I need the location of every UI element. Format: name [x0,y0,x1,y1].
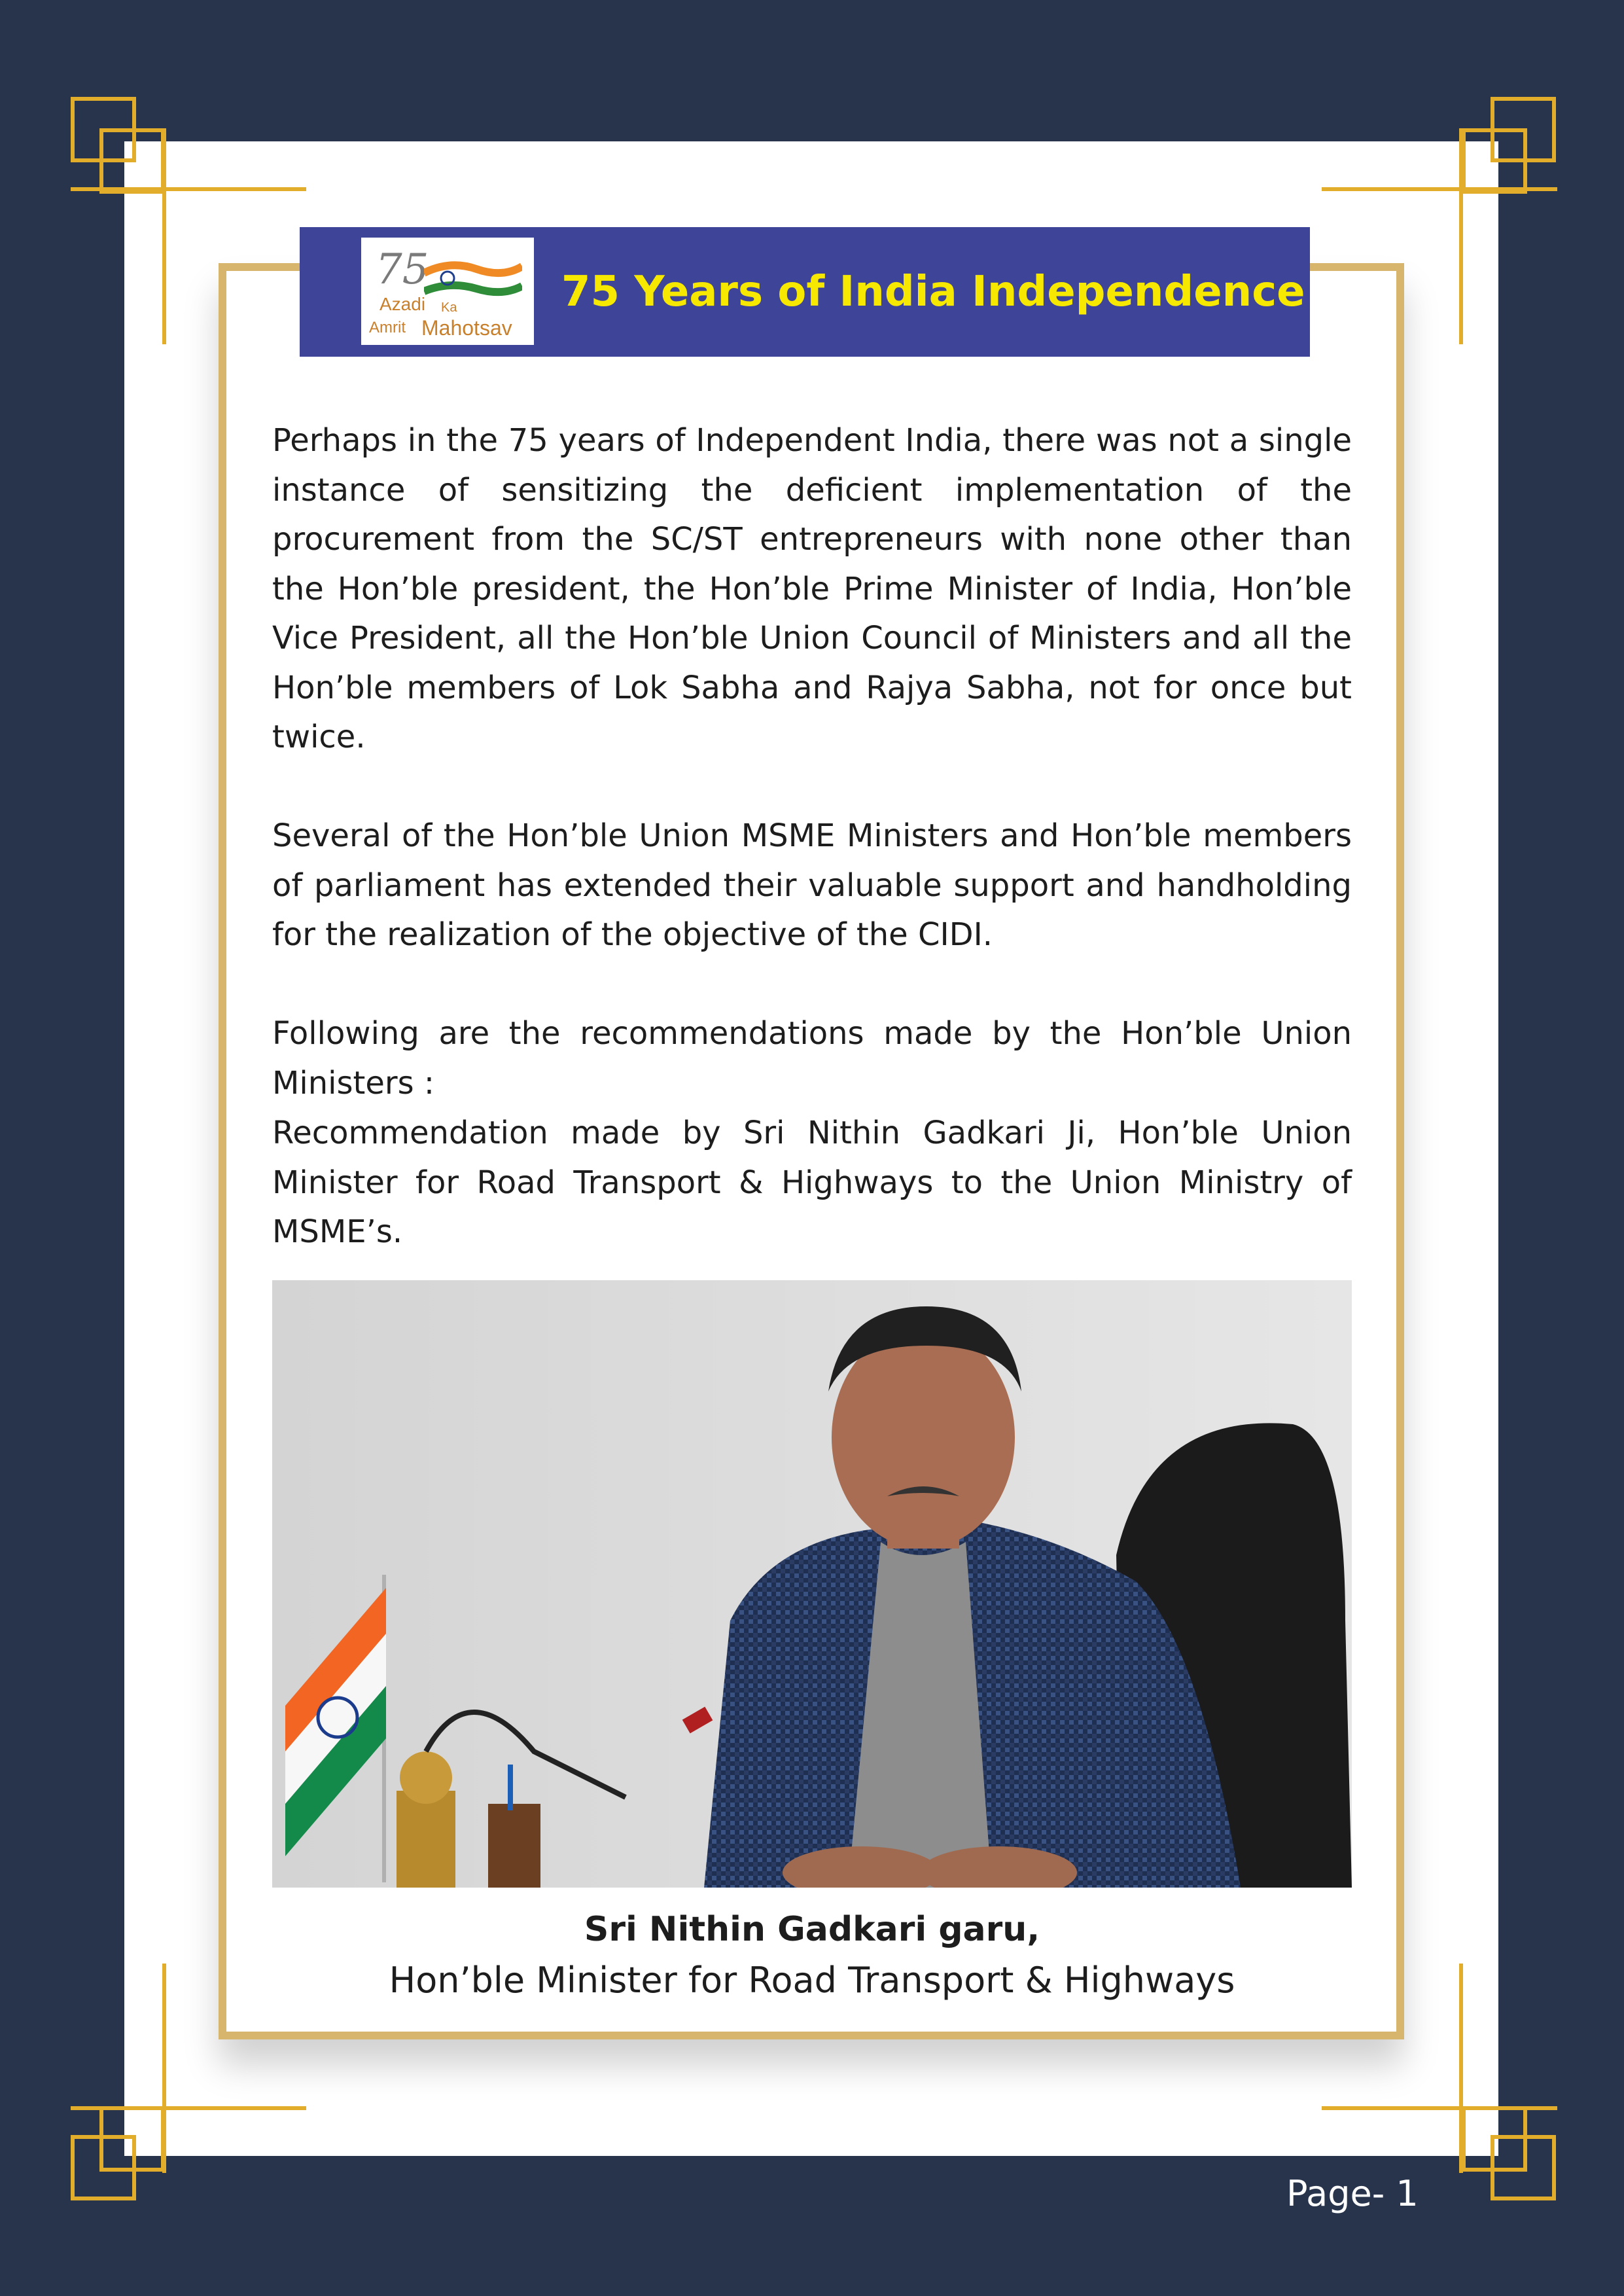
paragraph-3b: Recommendation made by Sri Nithin Gadkari Ji, Hon’ble Union Minister for Road Transport & Highways to the Union Ministry of MSME’s. [272,1115,1352,1250]
photo-caption-name: Sri Nithin Gadkari garu, [584,1910,1040,1949]
paragraph-2: Several of the Hon’ble Union MSME Ministers and Hon’ble members of parliament has extended their valuable support and handholding for the realization of the objective of the CIDI. [272,817,1352,953]
header-banner [300,227,1310,357]
page-number: Page- 1 [1286,2173,1419,2214]
minister-photo [272,1280,1352,1888]
tricolor-flag-icon [424,257,522,303]
azadi-ka-amrit-mahotsav-logo: 75 Azadi Ka Amrit Mahotsav [361,238,534,345]
banner-title: 75 Years of India Independence [561,268,1305,316]
paragraph-1: Perhaps in the 75 years of Independent India, there was not a single instance of sensitizing the deficient implementation of the procurement from the SC/ST entrepreneurs with none other than the Hon’ble president, the Hon’ble Prime Minister of India, Hon’ble Vice President, all the Hon’ble Union Council of Ministers and all the Hon’ble members of Lok Sabha and Rajya Sabha, not for once but twice. [272,422,1352,755]
paragraph-3a: Following are the recommendations made by the Hon’ble Union Ministers : [272,1015,1352,1102]
photo-caption-role: Hon’ble Minister for Road Transport & Highways [389,1960,1235,2001]
